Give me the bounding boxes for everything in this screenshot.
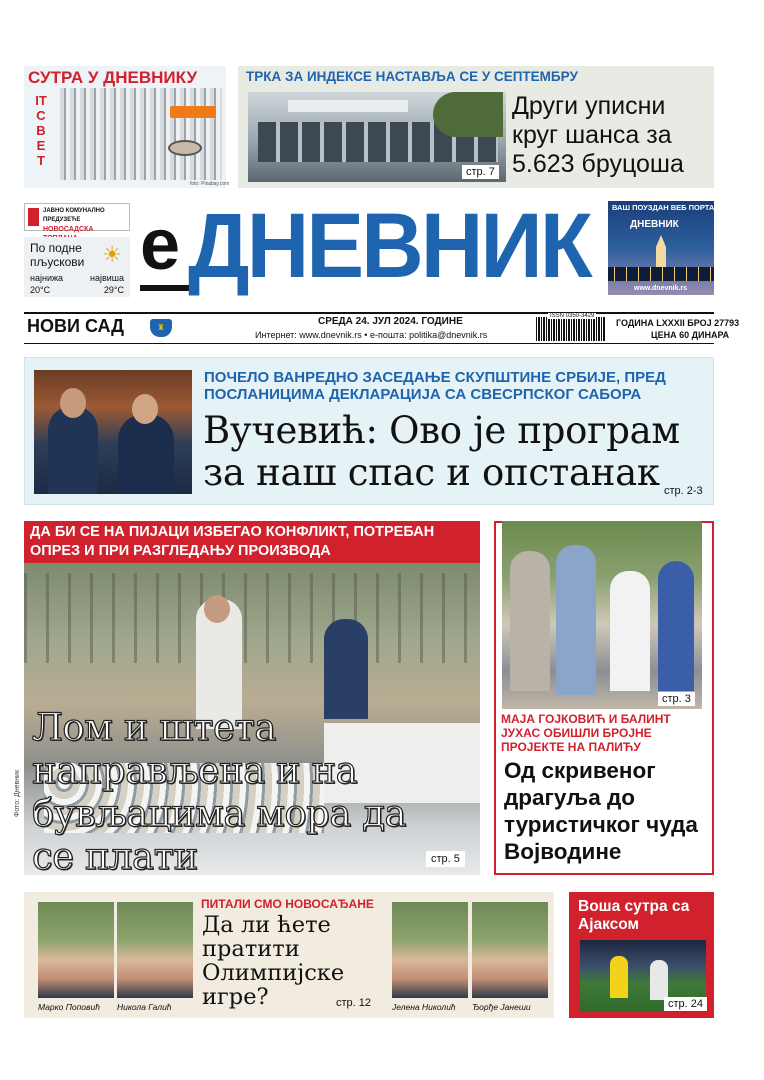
- palic-visit-photo: [502, 521, 702, 709]
- tomorrow-teaser-title: СУТРА У ДНЕВНИКУ: [28, 68, 198, 87]
- enrollment-kicker: ТРКА ЗА ИНДЕКСЕ НАСТАВЉА СЕ У СЕПТЕМБРУ: [246, 69, 578, 84]
- portrait-djordje-janesi: [472, 902, 548, 998]
- palic-story-headline[interactable]: Од скривеног драгуља до туристичког чуда Војводине: [504, 758, 698, 864]
- vox-pop-page-ref: стр. 12: [336, 997, 372, 1009]
- vox-name: Ђорђе Јанеши: [472, 1002, 531, 1012]
- eye-icon: [168, 140, 202, 156]
- enrollment-page-ref: стр. 7: [462, 165, 499, 179]
- weather-max-label: највиша: [89, 273, 124, 283]
- barcode-icon: [536, 317, 606, 341]
- portal-title: ВАШ ПОУЗДАН ВЕБ ПОРТАЛ: [612, 203, 720, 212]
- it-svet-vertical: IT С В Е Т: [35, 93, 47, 168]
- parliament-photo: [34, 370, 192, 494]
- portal-url: www.dnevnik.rs: [634, 285, 688, 292]
- sponsor-box: ЈАВНО КОМУНАЛНО ПРЕДУЗЕЋЕ НОВОСАДСКА: [24, 203, 130, 231]
- vox-pop-headline[interactable]: Да ли ћете пратити Олимпијске игре?: [202, 912, 345, 1010]
- issue-date: СРЕДА 24. ЈУЛ 2024. ГОДИНЕ: [318, 316, 463, 327]
- vox-pop-kicker: ПИТАЛИ СМО НОВОСАЂАНЕ: [201, 897, 374, 911]
- logo-e: e: [140, 205, 190, 291]
- weather-box: [24, 237, 130, 297]
- price: ЦЕНА 60 ДИНАРА: [651, 330, 730, 340]
- market-story-headline[interactable]: Лом и штета направљена и на бувљацима мора да се плати: [32, 706, 407, 878]
- city-crest-icon: ♜: [150, 319, 172, 337]
- portrait-marko-popovic: [38, 902, 114, 998]
- weather-min-temp: 20°C: [30, 285, 51, 295]
- portrait-jelena-nikolic: [392, 902, 468, 998]
- sun-cloud-icon: ☀: [102, 242, 122, 267]
- sports-headline[interactable]: Воша сутра са Ајаксом: [578, 898, 690, 933]
- sponsor-logo-icon: [28, 208, 39, 226]
- weather-condition: По подне пљускови: [30, 241, 85, 269]
- vox-name: Марко Поповић: [38, 1002, 100, 1012]
- issue-number: ГОДИНА LXXXII БРОЈ 27793: [616, 318, 740, 328]
- market-story-page-ref: стр. 5: [426, 851, 465, 867]
- newspaper-logo[interactable]: ДНЕВНИК: [188, 195, 590, 297]
- vox-name: Јелена Николић: [392, 1002, 456, 1012]
- weather-max-temp: 29°C: [103, 285, 124, 295]
- web-portal-ad[interactable]: [608, 201, 720, 295]
- main-story-headline[interactable]: Вучевић: Ово је програм за наш спас и опстанак: [203, 409, 680, 494]
- enrollment-headline[interactable]: Други уписни круг шанса за 5.623 бруцоша: [512, 92, 684, 178]
- weather-min-label: најнижа: [30, 273, 63, 283]
- contacts: Интернет: www.dnevnik.rs • е-пошта: politika@dnevnik.rs: [255, 330, 488, 340]
- market-photo-credit: Фото: Дневник: [14, 769, 21, 817]
- market-story-kicker: ДА БИ СЕ НА ПИЈАЦИ ИЗБЕГАО КОНФЛИКТ, ПОТРЕБАН ОПРЕЗ И ПРИ РАЗГЛЕДАЊУ ПРОИЗВОДА: [24, 521, 480, 563]
- main-story-page-ref: стр. 2-3: [664, 485, 703, 497]
- portrait-nikola-galic: [117, 902, 193, 998]
- issn: ISSN 0350-3429: [550, 313, 595, 319]
- network-cable-photo: [60, 88, 222, 180]
- main-story-kicker: ПОЧЕЛО ВАНРЕДНО ЗАСЕДАЊЕ СКУПШТИНЕ СРБИЈЕ, ПРЕД ПОСЛАНИЦИМА ДЕКЛАРАЦИЈА СА СВЕСРПСКОГ САБОРА: [204, 369, 666, 403]
- photo-credit: foto: Pixabay.com: [190, 181, 230, 187]
- palic-story-page-ref: стр. 3: [658, 692, 695, 706]
- vox-name: Никола Галић: [117, 1002, 172, 1012]
- portal-name: ДНЕВНИК: [630, 219, 679, 230]
- city: НОВИ САД: [27, 316, 124, 336]
- palic-story-kicker: МАЈА ГОЈКОВИЋ И БАЛИНТ ЈУХАС ОБИШЛИ БРОЈНЕ ПРОЈЕКТЕ НА ПАЛИЋУ: [501, 712, 671, 754]
- sports-page-ref: стр. 24: [664, 997, 707, 1011]
